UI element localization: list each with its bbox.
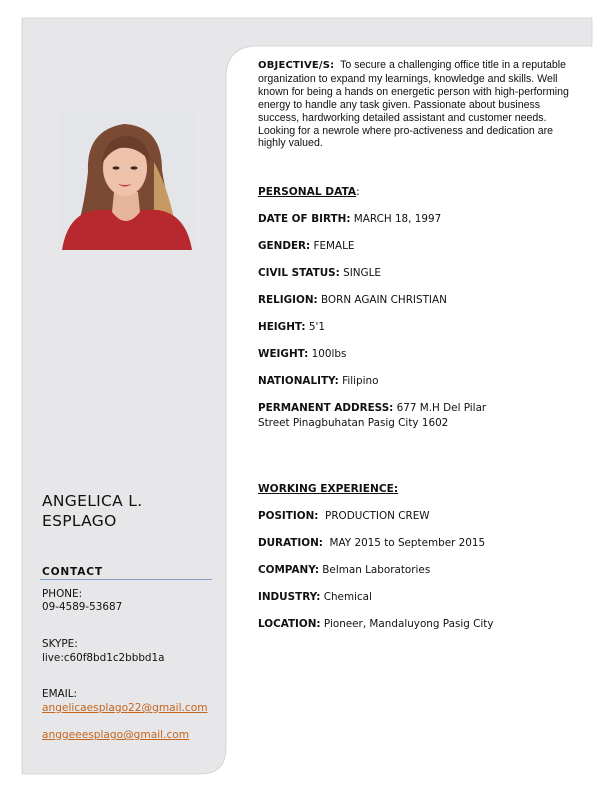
field-gender: GENDER: FEMALE — [258, 240, 355, 252]
phone-label: PHONE: — [42, 588, 83, 600]
contact-heading: CONTACT — [42, 566, 103, 578]
field-permanent-address: PERMANENT ADDRESS: 677 M.H Del Pilar Street Pinagbuhatan Pasig City 1602 — [258, 402, 487, 429]
field-duration: DURATION: MAY 2015 to September 2015 — [258, 537, 486, 549]
field-industry: INDUSTRY: Chemical — [258, 591, 372, 603]
field-company: COMPANY: Belman Laboratories — [258, 564, 431, 576]
field-religion: RELIGION: BORN AGAIN CHRISTIAN — [258, 294, 447, 306]
full-name: ANGELICA L. ESPLAGO — [42, 492, 143, 530]
contact-divider — [40, 579, 212, 580]
field-location: LOCATION: Pioneer, Mandaluyong Pasig City — [258, 618, 494, 630]
field-civil-status: CIVIL STATUS: SINGLE — [258, 267, 381, 279]
email-link-secondary[interactable]: anggeeesplago@gmail.com — [42, 729, 190, 741]
objective-label: OBJECTIVE/S: — [258, 60, 335, 71]
field-position: POSITION: PRODUCTION CREW — [258, 510, 430, 522]
skype-label: SKYPE: — [42, 638, 78, 650]
email-label: EMAIL: — [42, 688, 77, 700]
phone-value: 09-4589-53687 — [42, 601, 123, 613]
field-nationality: NATIONALITY: Filipino — [258, 375, 379, 387]
email-link-primary[interactable]: angelicaesplago22@gmail.com — [42, 702, 208, 714]
objective-section — [258, 59, 578, 150]
profile-photo — [58, 112, 194, 250]
field-date-of-birth: DATE OF BIRTH: MARCH 18, 1997 — [258, 213, 442, 225]
personal-data-heading: PERSONAL DATA: — [258, 186, 360, 198]
working-experience-heading: WORKING EXPERIENCE: — [258, 483, 399, 495]
skype-value: live:c60f8bd1c2bbbd1a — [42, 652, 165, 664]
objective-text: To secure a challenging office title in a reputable organization to expand my learnings, knowledge and skills. Well known for being a hands on energetic person with high-performing energy to handle any task given. Passionate about business success, hardworking detailed assistant and customer needs. Looking for a newrole where pro-activeness and dedication are highly valued. — [258, 59, 569, 150]
field-weight: WEIGHT: 100lbs — [258, 348, 347, 360]
field-height: HEIGHT: 5'1 — [258, 321, 325, 333]
